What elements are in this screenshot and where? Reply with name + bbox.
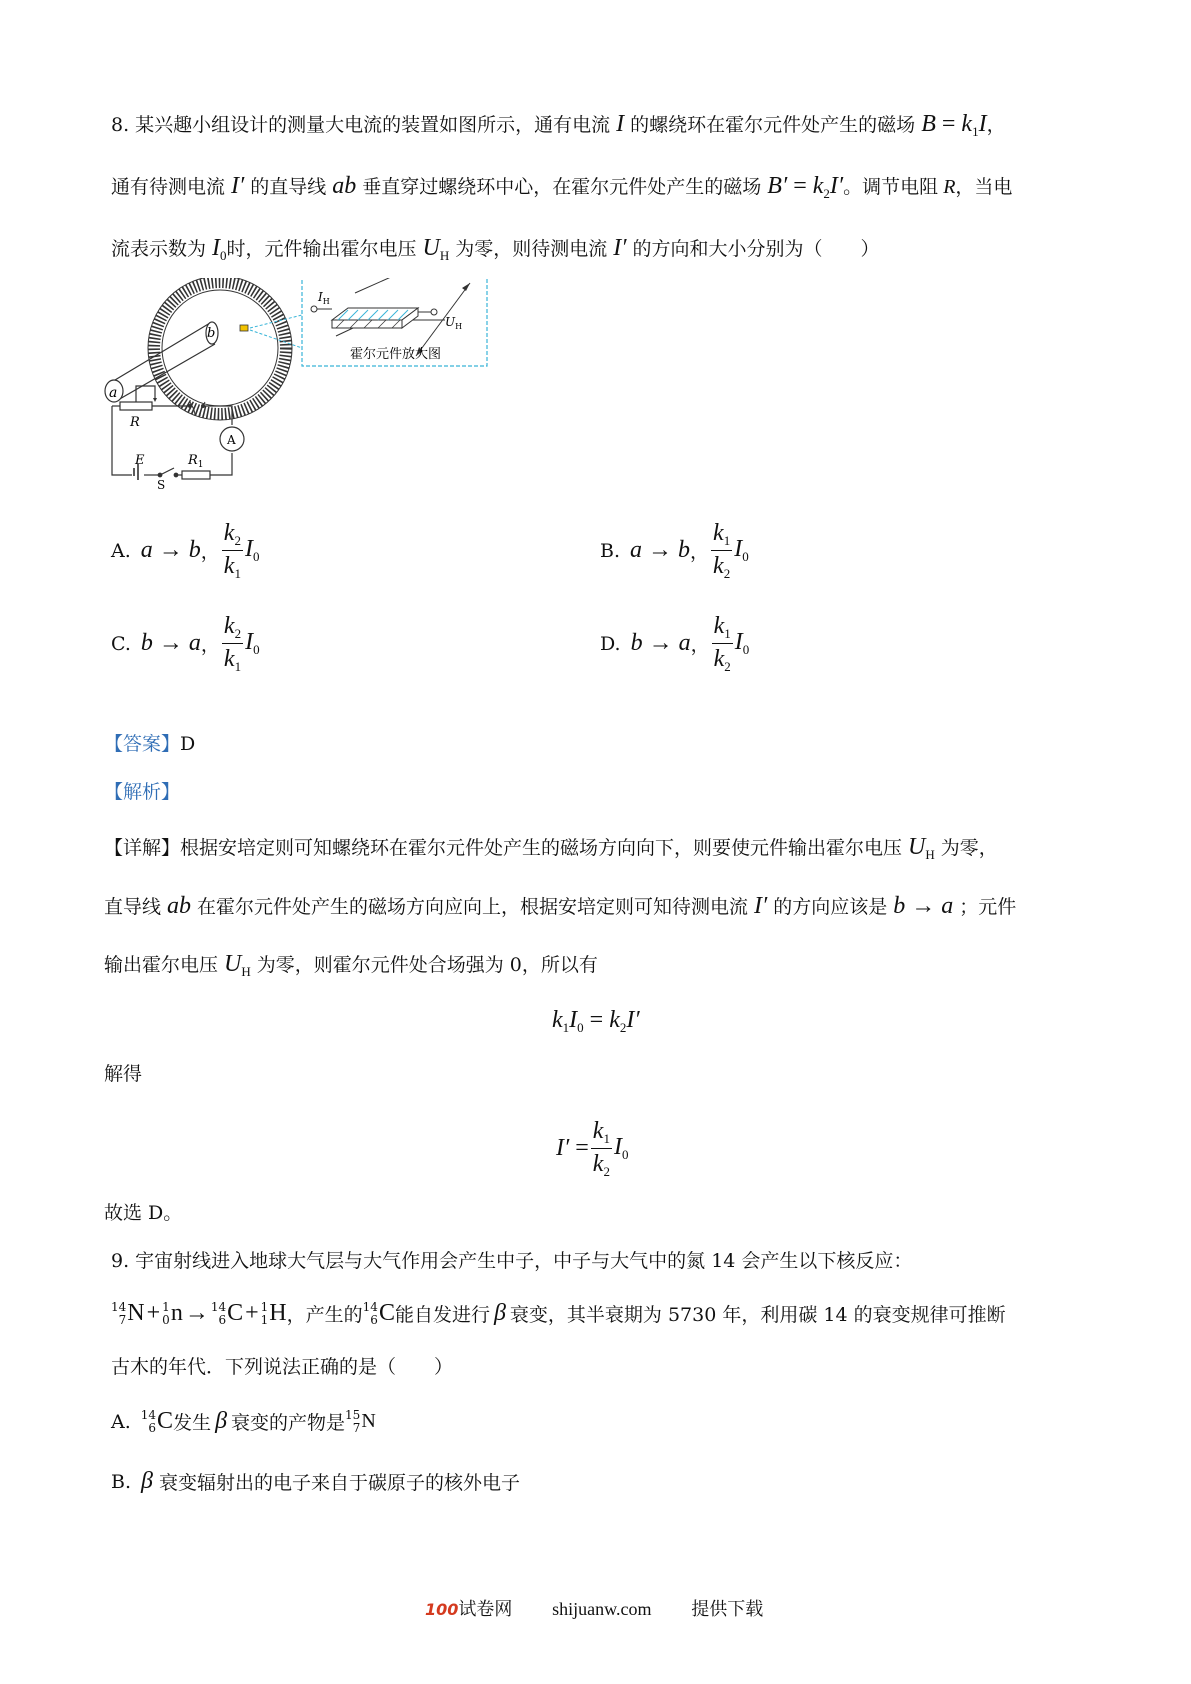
- q9-option-b: B. β 衰变辐射出的电子来自于碳原子的核外电子: [111, 1468, 520, 1494]
- site-logo: 100: [425, 1600, 459, 1619]
- svg-text:IH: $I_H$: [318, 290, 330, 306]
- label-S: S: [157, 478, 166, 492]
- conclusion: 故选 D。: [104, 1202, 183, 1224]
- q8-line-2: 通有待测电流 I′ 的直导线 ab 垂直穿过螺绕环中心，在霍尔元件处产生的磁场 $B' = k_2I'$。调节电阻 R，当电: [111, 173, 1013, 201]
- detail-line-3: 输出霍尔电压 $U_H$ 为零，则霍尔元件处合场强为 0，所以有: [104, 951, 598, 979]
- q8-figure: [100, 278, 540, 538]
- q8-line-1: 8. 某兴趣小组设计的测量大电流的装置如图所示，通有电流 I 的螺绕环在霍尔元件处产生的磁场 $B = k_1I$，: [111, 111, 1006, 139]
- site-url[interactable]: shijuanw.com: [552, 1599, 652, 1619]
- current-symbol: I: [610, 111, 631, 137]
- q8-option-c: C. b → a ， $\frac{k_2}{k_1}$ $I_0$: [111, 613, 260, 675]
- detail-line-2: 直导线 ab 在霍尔元件处产生的磁场方向应向上，根据安培定则可知待测电流 I′ 的方向应该是 b → a ；元件: [104, 893, 1017, 919]
- toroid-coil: [148, 278, 292, 420]
- detail-line-1: 【详解】根据安培定则可知螺绕环在霍尔元件处产生的磁场方向向下，则要使元件输出霍尔电压 $U_H$ 为零，: [104, 834, 998, 862]
- q8-option-d: D. b → a ， $\frac{k_1}{k_2}$ $I_0$: [600, 613, 750, 675]
- label-b: b: [207, 326, 216, 341]
- page-footer: [425, 1595, 763, 1621]
- download-text: 提供下载: [691, 1599, 764, 1620]
- q8-line-3: 流表示数为 $I_0$时，元件输出霍尔电压 $U_H$ 为零，则待测电流 I′ 的方向和大小分别为（ ）: [111, 235, 880, 263]
- answer-value: D: [180, 733, 196, 755]
- q9-line-2: 14 7 N + 1 0 n → 14 6 C + 1 1 H ，产生的 14 6 C 能自发进行 β 衰变，其半衰期为 5730 年，利用碳 14 的衰变规律可推断: [111, 1299, 1006, 1327]
- answer-label: 【答案】: [104, 733, 181, 755]
- q9-option-a: A. 14 6 C 发生 β 衰变的产物是 15 7 N: [111, 1407, 376, 1435]
- ammeter-A: A: [227, 433, 236, 447]
- formula-b-k1i: $B = k_1I$: [915, 111, 987, 139]
- q9-line-3: 古木的年代．下列说法正确的是（ ）: [111, 1356, 454, 1378]
- analysis-label: 【解析】: [104, 781, 181, 803]
- q8-option-b: B. a → b ， $\frac{k_1}{k_2}$ $I_0$: [600, 520, 749, 582]
- q8-option-a: A. a → b ， $\frac{k_2}{k_1}$ $I_0$: [111, 520, 260, 582]
- site-name: 试卷网: [458, 1599, 513, 1620]
- q9-line-1: 9. 宇宙射线进入地球大气层与大气作用会产生中子，中子与大气中的氮 14 会产生以下核反应：: [111, 1250, 913, 1272]
- zoom-caption: 霍尔元件放大图: [350, 347, 442, 362]
- equation-balance: $k_1I_0 = k_2I'$: [552, 1007, 640, 1035]
- solve-text: 解得: [104, 1063, 143, 1085]
- label-a: a: [109, 385, 118, 401]
- label-R1: $R_1$: [188, 453, 204, 470]
- svg-text:UH: $U_H$: [445, 315, 463, 331]
- hall-element: [240, 325, 248, 331]
- answer-line: [104, 735, 195, 754]
- label-R: R: [130, 415, 140, 430]
- label-E: E: [135, 453, 145, 468]
- formula-b-prime: $B' = k_2I'$: [761, 173, 844, 201]
- equation-result: I′ = $\frac{k_1}{k_2}$ $I_0$: [556, 1118, 629, 1180]
